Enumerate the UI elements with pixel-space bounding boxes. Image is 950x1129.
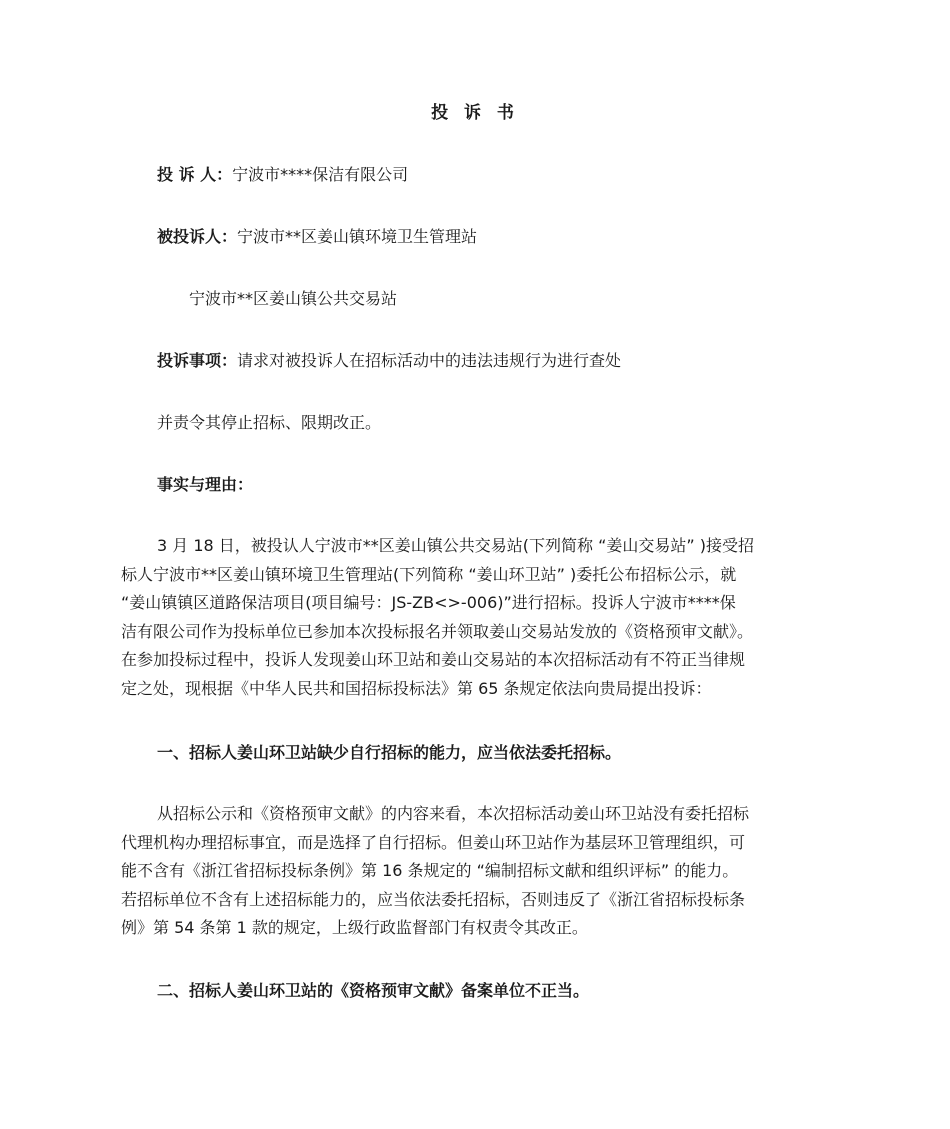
complainant-value: 宁波市****保洁有限公司 <box>232 165 409 184</box>
complainant-line <box>157 162 408 185</box>
matter-value-continued: 并责令其停止招标、限期改正。 <box>157 413 382 432</box>
respondent-line <box>157 224 477 247</box>
section-1-line: 若招标单位不含有上述招标能力的，应当依法委托招标，否则违反了《浙江省招标投标条 <box>121 889 746 909</box>
section-1-line: 例》第 54 条第 1 款的规定，上级行政监督部门有权责令其改正。 <box>121 918 588 937</box>
facts-paragraph <box>121 532 841 703</box>
facts-line: 标人宁波市**区姜山镇环境卫生管理站(下列简称 “姜山环卫站” )委托公布招标公示，就 <box>121 564 737 584</box>
facts-label: 事实与理由： <box>157 475 254 494</box>
document-title: 投 诉 书 <box>431 103 519 123</box>
facts-line: 洁有限公司作为投标单位已参加本次投标报名并领取姜山交易站发放的《资格预审文献》。 <box>121 621 754 641</box>
section-1-paragraph <box>121 800 841 943</box>
matter-label: 投诉事项： <box>157 351 238 370</box>
facts-line: “姜山镇镇区道路保洁项目(项目编号：JS-ZB<>-006)”进行招标。投诉人宁波市****保 <box>121 593 736 612</box>
facts-line: 定之处，现根据《中华人民共和国招标投标法》第 65 条规定依法向贵局提出投诉： <box>121 678 712 698</box>
respondent-value-1: 宁波市**区姜山镇环境卫生管理站 <box>237 227 478 246</box>
matter-value: 请求对被投诉人在招标活动中的违法违规行为进行查处 <box>237 351 622 370</box>
section-1-line: 从招标公示和《资格预审文献》的内容来看，本次招标活动姜山环卫站没有委托招标 <box>157 804 750 823</box>
section-1-line: 代理机构办理招标事宜，而是选择了自行招标。但姜山环卫站作为基层环卫管理组织，可 <box>121 832 746 852</box>
respondent-label: 被投诉人： <box>157 227 238 246</box>
facts-heading-line <box>157 472 253 495</box>
section-1-line: 能不含有《浙江省招标投标条例》第 16 条规定的 “编制招标文献和组织评标” 的能力。 <box>121 861 739 880</box>
facts-line: 3 月 18 日，被投认人宁波市**区姜山镇公共交易站(下列简称 “姜山交易站” )接受招 <box>157 536 755 555</box>
section-1-heading: 一、招标人姜山环卫站缺少自行招标的能力，应当依法委托招标。 <box>157 743 622 762</box>
complainant-label: 投 诉 人： <box>157 165 233 184</box>
section-2-heading: 二、招标人姜山环卫站的《资格预审文献》备案单位不正当。 <box>157 981 590 1000</box>
facts-line: 在参加投标过程中，投诉人发现姜山环卫站和姜山交易站的本次招标活动有不符正当律规 <box>121 650 746 669</box>
matter-line <box>157 348 621 371</box>
respondent-line-2 <box>189 286 397 309</box>
matter-line-continued <box>157 410 381 433</box>
respondent-value-2: 宁波市**区姜山镇公共交易站 <box>189 289 398 308</box>
